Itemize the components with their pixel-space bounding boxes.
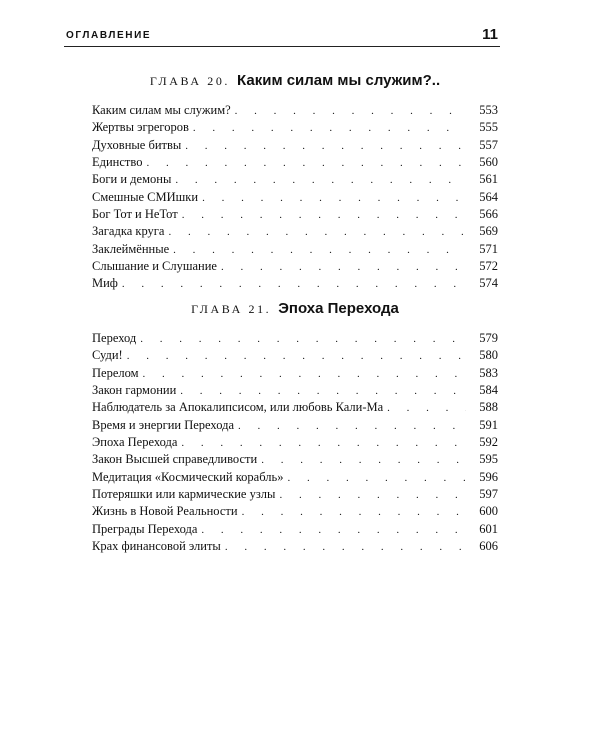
toc-entry-page: 592 (479, 435, 498, 450)
toc-entry-page: 595 (479, 452, 498, 467)
toc-entry-page: 588 (479, 400, 498, 415)
toc-entry-page: 574 (479, 276, 498, 291)
toc-entry-page: 566 (479, 207, 498, 222)
toc-entry-title: Жертвы эгрегоров (92, 120, 189, 135)
dot-leader (238, 420, 466, 432)
toc-entry (92, 259, 498, 276)
dot-leader (181, 437, 466, 449)
dot-leader (387, 402, 466, 414)
toc-entry (92, 435, 498, 452)
toc-entry (92, 400, 498, 417)
toc-entry-title: Бог Тот и НеТот (92, 207, 178, 222)
toc-entry-title: Переход (92, 331, 137, 345)
toc-entry-title: Наблюдатель за Апокалипсисом, или любовь Кали-Ма (92, 400, 384, 415)
toc-entry (92, 224, 498, 241)
toc-entry-title: Крах финансовой элиты (92, 539, 221, 554)
dot-leader (146, 157, 466, 169)
dot-leader (127, 350, 466, 362)
toc-entry-title: Загадка круга (92, 224, 165, 239)
chapter-21 (92, 300, 498, 556)
dot-leader (173, 244, 466, 256)
toc-entry-title: Потеряшки или кармические узлы (92, 487, 276, 502)
toc-entry (92, 383, 498, 400)
chapter-heading (92, 300, 498, 318)
chapter-label: ГЛАВА 20. (149, 74, 231, 88)
toc-entry-title: Перелом (92, 365, 139, 380)
toc-entry-page: 580 (479, 348, 498, 363)
toc-entry (92, 487, 498, 504)
dot-leader (221, 261, 466, 273)
toc-entry-page: 600 (479, 504, 498, 519)
toc-entry-title: Медитация «Космический корабль» (92, 469, 284, 484)
dot-leader (202, 192, 466, 204)
toc-entry-page: 569 (479, 224, 498, 239)
chapter-title: Каким силам мы служим?.. (237, 72, 441, 89)
toc-entry-title: Преграды Перехода (92, 521, 198, 536)
toc-entry-page: 560 (479, 155, 498, 170)
toc-entry (92, 207, 498, 224)
dot-leader (122, 278, 466, 290)
toc-entry-page: 597 (479, 487, 498, 502)
toc-entry-title: Суди! (92, 348, 123, 363)
dot-leader (169, 226, 467, 238)
chapter-label: ГЛАВА 21. (191, 302, 272, 316)
toc-entry-title: Смешные СМИшки (92, 189, 199, 204)
toc-entry-page: 572 (479, 259, 498, 274)
toc-entry-page: 596 (479, 469, 498, 484)
chapter-20 (92, 72, 498, 294)
toc-entry (92, 155, 498, 172)
toc-entry-title: Духовные битвы (92, 137, 182, 152)
toc-entry-title: Время и энергии Перехода (92, 417, 234, 432)
toc-entry-page: 553 (479, 103, 498, 117)
dot-leader (140, 333, 466, 345)
chapter-heading (92, 72, 498, 90)
toc-entry (92, 539, 498, 556)
dot-leader (143, 368, 466, 380)
toc-entry-page: 555 (479, 120, 498, 135)
toc-entry-page: 606 (479, 539, 498, 554)
running-header (64, 22, 500, 47)
dot-leader (185, 140, 466, 152)
toc-entry-page: 557 (479, 137, 498, 152)
toc-entry-title: Единство (92, 155, 143, 170)
toc-entry-page: 564 (479, 189, 498, 204)
running-title: ОГЛАВЛЕНИЕ (66, 30, 152, 41)
toc-entry (92, 120, 498, 137)
dot-leader (180, 385, 466, 397)
toc-entry-title: Боги и демоны (92, 172, 172, 187)
toc-entry-title: Эпоха Перехода (92, 435, 178, 450)
toc-entry-page: 579 (479, 331, 498, 345)
dot-leader (201, 524, 466, 536)
toc-entry-page: 561 (479, 172, 498, 187)
toc-entry (92, 504, 498, 521)
toc-entry-title: Жизнь в Новой Реальности (92, 504, 238, 519)
toc-entry (92, 522, 498, 539)
dot-leader (261, 454, 466, 466)
toc-entry (92, 276, 498, 293)
toc-entry-title: Закон гармонии (92, 383, 177, 398)
toc-entry (92, 470, 498, 487)
dot-leader (225, 541, 466, 553)
dot-leader (182, 209, 466, 221)
toc-entry-title: Заклеймённые (92, 241, 170, 256)
toc-entry-page: 584 (479, 383, 498, 398)
toc-entry (92, 348, 498, 365)
dot-leader (287, 472, 466, 484)
toc-entry (92, 190, 498, 207)
toc-entry-title: Слышание и Слушание (92, 259, 217, 274)
toc-entry (92, 242, 498, 259)
toc-entry-page: 583 (479, 365, 498, 380)
dot-leader (279, 489, 466, 501)
dot-leader (235, 105, 466, 117)
toc-entry (92, 452, 498, 469)
toc-entry (92, 418, 498, 435)
toc-entry-title: Каким силам мы служим? (92, 103, 231, 117)
toc-entry (92, 331, 498, 348)
toc-entry (92, 172, 498, 189)
toc-entry-page: 591 (479, 417, 498, 432)
dot-leader (193, 122, 466, 134)
chapter-title: Эпоха Перехода (278, 300, 399, 317)
toc-entry (92, 138, 498, 155)
toc-entry (92, 103, 498, 120)
toc-list (92, 103, 498, 294)
toc-entry-page: 601 (479, 521, 498, 536)
toc-entry (92, 366, 498, 383)
page-number: 11 (482, 26, 498, 43)
toc-entry-page: 571 (479, 241, 498, 256)
toc-entry-title: Закон Высшей справедливости (92, 452, 258, 467)
toc-entry-title: Миф (92, 276, 118, 291)
dot-leader (175, 174, 466, 186)
toc-list (92, 331, 498, 556)
dot-leader (242, 506, 466, 518)
